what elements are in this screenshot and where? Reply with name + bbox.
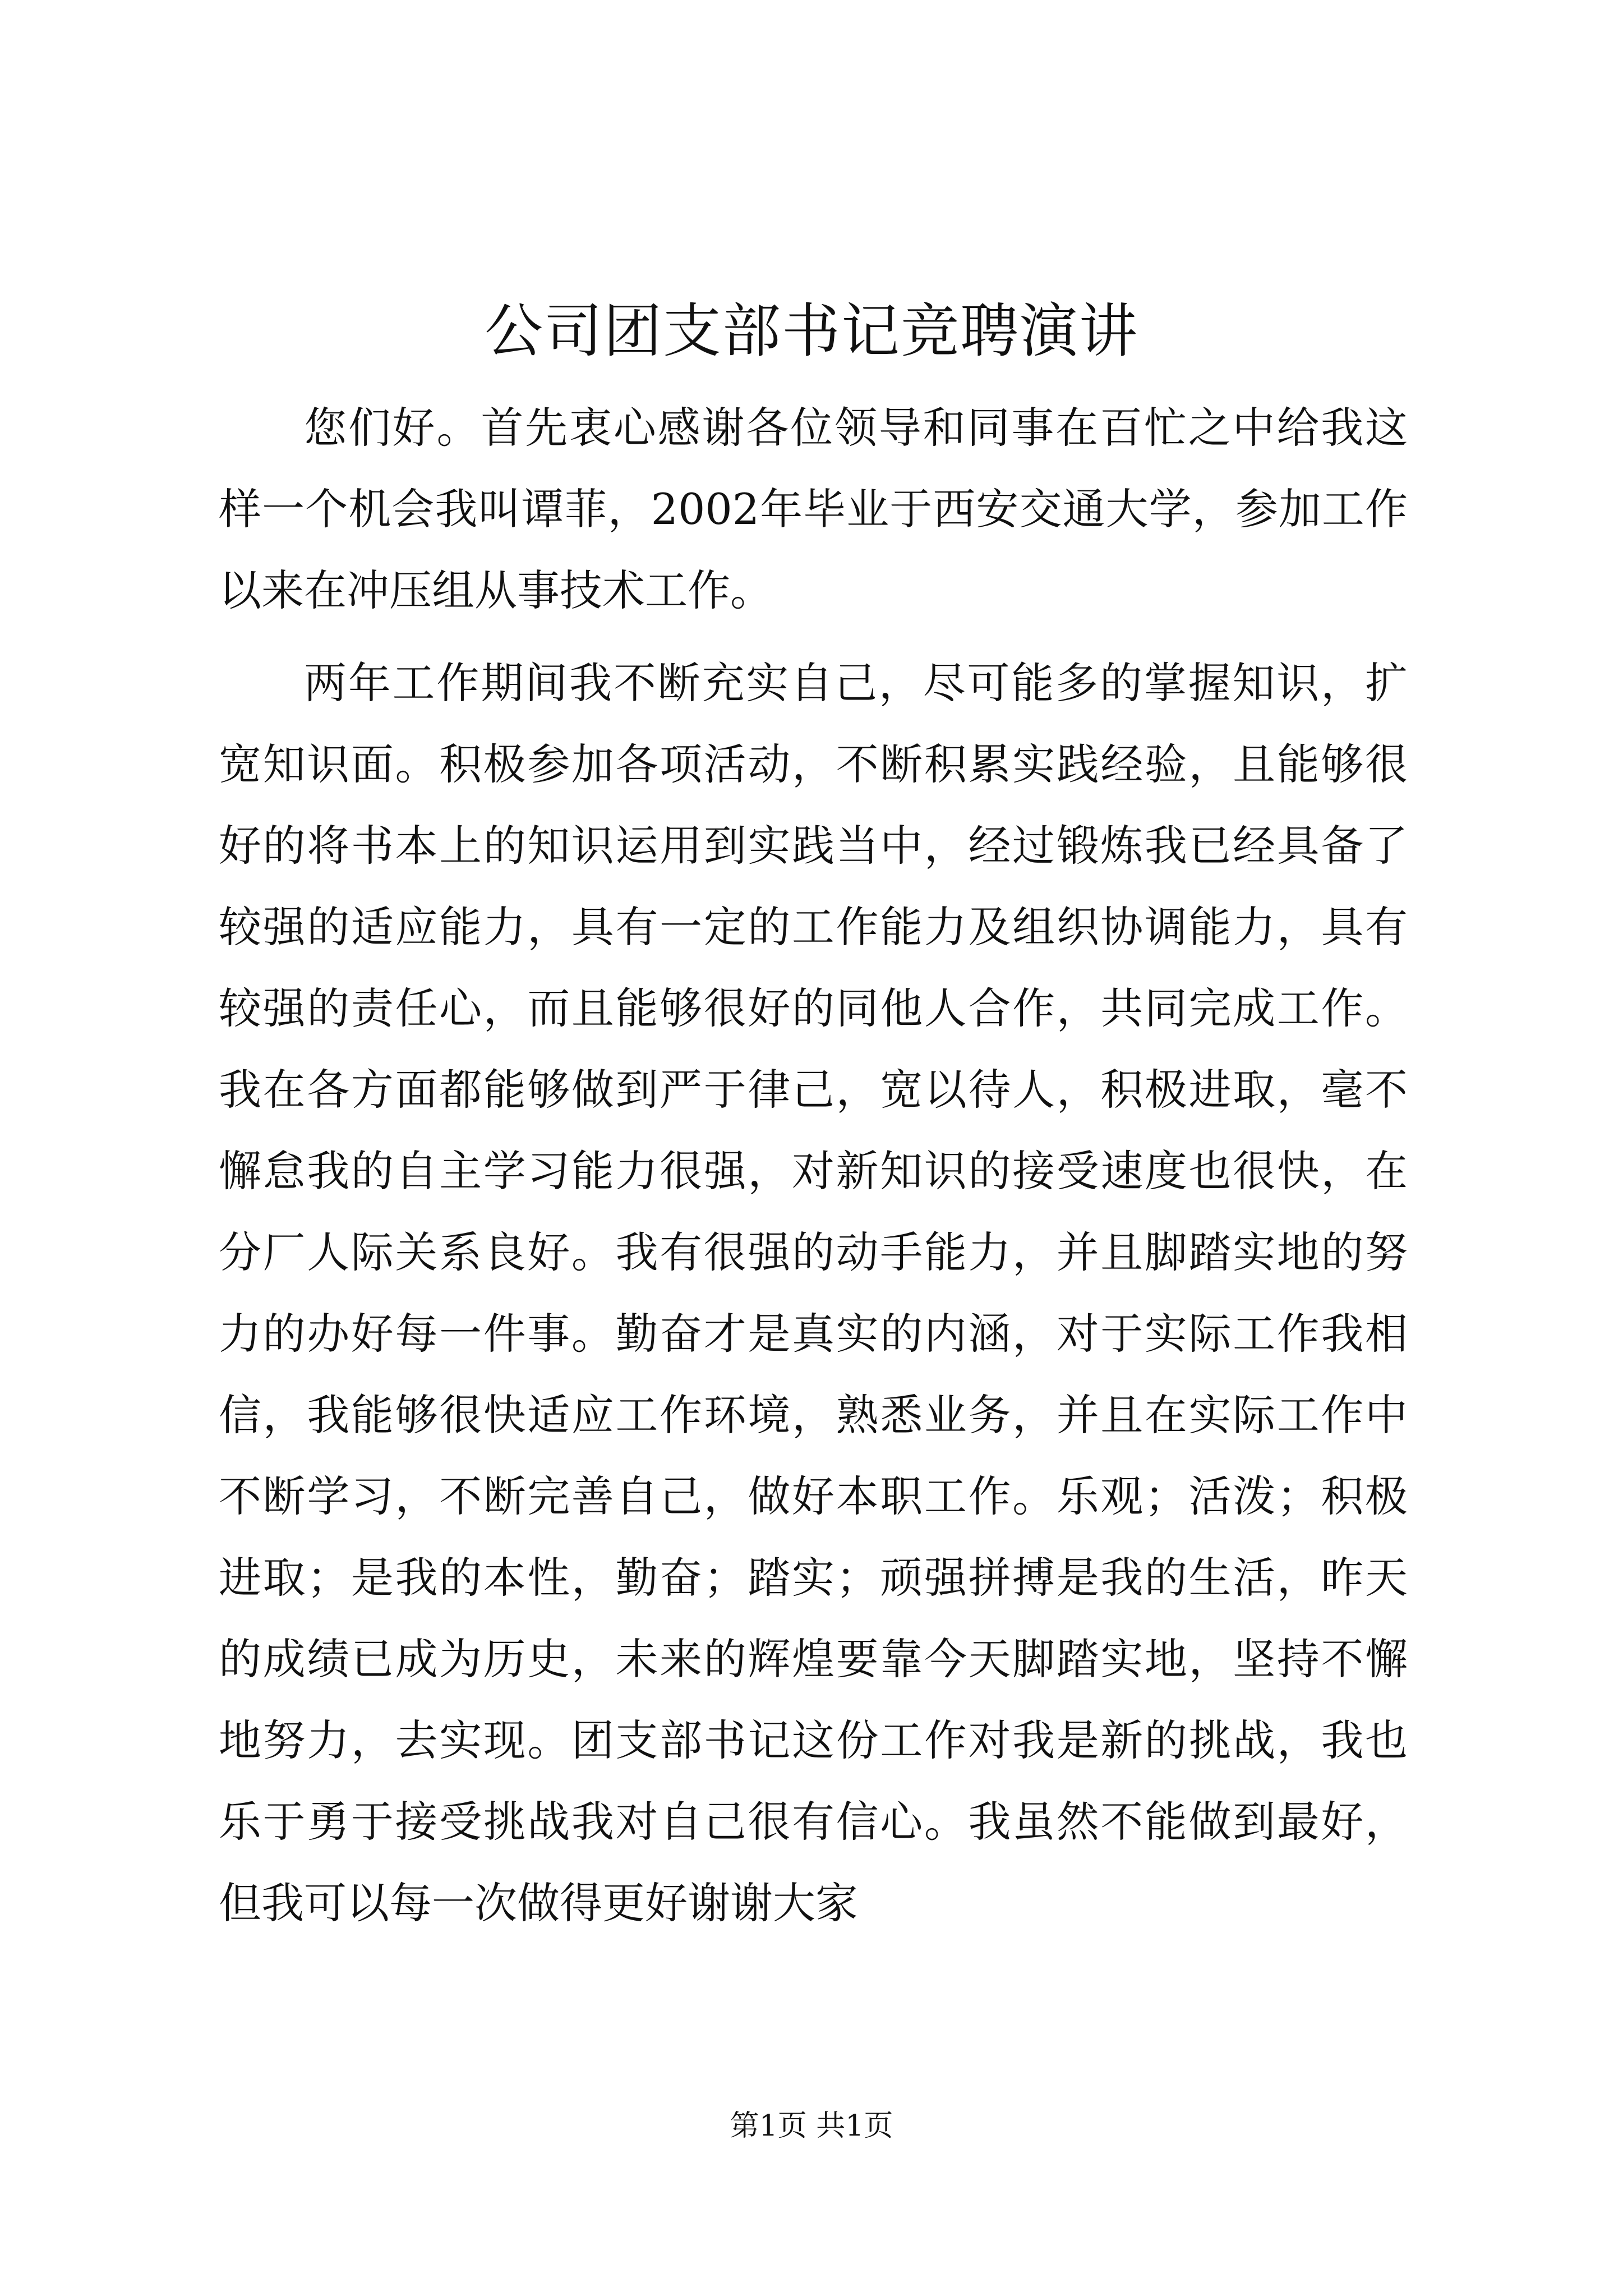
page-footer: 第1页 共1页	[730, 2109, 893, 2143]
document-body	[219, 387, 1408, 1944]
paragraph-greeting: 您们好。首先衷心感谢各位领导和同事在百忙之中给我这样一个机会我叫谭菲，2002年毕业于西安交通大学，参加工作以来在冲压组从事技术工作。	[219, 403, 1408, 615]
document-title: 公司团支部书记竞聘演讲	[484, 297, 1138, 365]
paragraph-main: 两年工作期间我不断充实自己，尽可能多的掌握知识，扩宽知识面。积极参加各项活动，不断积累实践经验，且能够很好的将书本上的知识运用到实践当中，经过锻炼我已经具备了较强的适应能力，具有一定的工作能力及组织协调能力，具有较强的责任心，而且能够很好的同他人合作，共同完成工作。我在各方面都能够做到严于律己，宽以待人，积极进取，毫不懈怠我的自主学习能力很强，对新知识的接受速度也很快，在分厂人际关系良好。我有很强的动手能力，并且脚踏实地的努力的办好每一件事。勤奋才是真实的内涵，对于实际工作我相信，我能够很快适应工作环境，熟悉业务，并且在实际工作中不断学习，不断完善自己，做好本职工作。乐观；活泼；积极进取；是我的本性，勤奋；踏实；顽强拼搏是我的生活，昨天的成绩已成为历史，未来的辉煌要靠今天脚踏实地，坚持不懈地努力，去实现。团支部书记这份工作对我是新的挑战，我也乐于勇于接受挑战我对自己很有信心。我虽然不能做到最好，但我可以每一次做得更好谢谢大家	[219, 658, 1408, 1928]
